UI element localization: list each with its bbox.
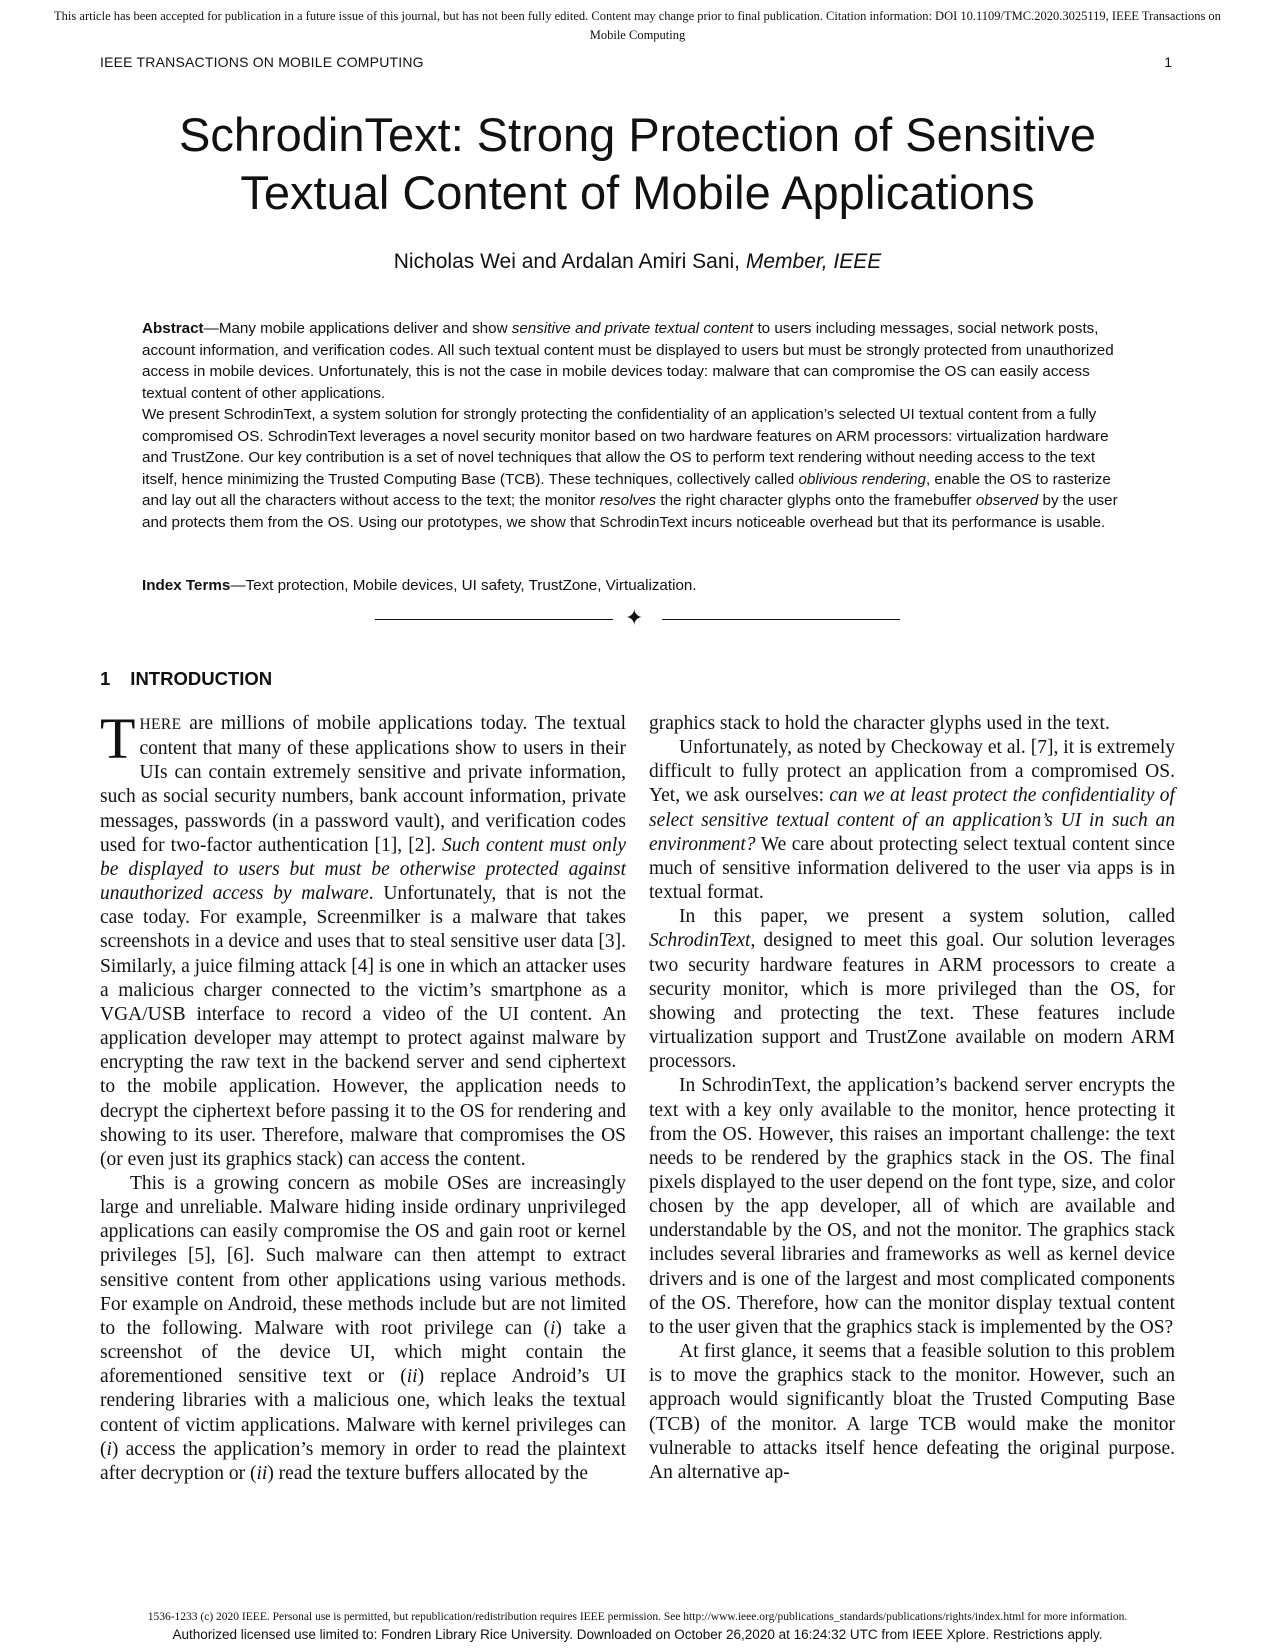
publication-notice: This article has been accepted for publication in a future issue of this journal, but has not been fully edited. Content may change prior to final publication. Citation information: DOI 10.1109/TMC.2020.3025119, IEEE Transactions on Mobile Computing	[54, 9, 1221, 42]
license-notice: Authorized licensed use limited to: Fondren Library Rice University. Downloaded on October 26,2020 at 16:24:32 UTC from IEEE Xplore. Restrictions apply.	[172, 1627, 1103, 1642]
intro-paragraph-6: At first glance, it seems that a feasible solution to this problem is to move the graphics stack to the monitor. However, such an approach would significantly bloat the Trusted Computing Base (TCB) of the monitor. A large TCB would make the monitor vulnerable to attacks itself hence defeating the original purpose. An alternative ap-	[649, 1341, 1175, 1483]
journal-name: IEEE TRANSACTIONS ON MOBILE COMPUTING	[100, 54, 424, 70]
divider-rule-left	[375, 619, 613, 620]
abstract-label: Abstract	[142, 320, 204, 337]
index-terms-label: Index Terms	[142, 577, 231, 594]
section-divider	[375, 605, 900, 630]
abstract	[142, 318, 1120, 533]
intro-paragraph-3: Unfortunately, as noted by Checkoway et al. [7], it is extremely difficult to fully protect an application from a compromised OS. Yet, we ask ourselves: can we at least protect the confidentiality of select sensitive textual content of an application’s UI in such an environment? We care about protecting select textual content since much of sensitive information delivered to the user via apps is in textual format.	[649, 737, 1175, 904]
section-number: 1	[100, 668, 111, 689]
intro-paragraph-5: In SchrodinText, the application’s backend server encrypts the text with a key only available to the monitor, hence protecting it from the OS. However, this raises an important challenge: the text needs to be rendered by the graphics stack in the OS. The final pixels displayed to the user depend on the font type, size, and color chosen by the app developer, all of which are available and understandable by the OS, and not the monitor. The graphics stack includes several libraries and frameworks as well as kernel device drivers and is one of the largest and most complicated components of the OS. Therefore, how can the monitor display textual content to the user given that the graphics stack is implemented by the OS?	[649, 1075, 1175, 1338]
copyright-notice: 1536-1233 (c) 2020 IEEE. Personal use is permitted, but republication/redistribution requires IEEE permission. See http://www.ieee.org/publications_standards/publications/rights/index.html for more information.	[147, 1611, 1128, 1623]
intro-paragraph-continued: graphics stack to hold the character glyphs used in the text.	[649, 713, 1110, 734]
index-terms: Index Terms—Text protection, Mobile devices, UI safety, TrustZone, Virtualization.	[142, 577, 697, 594]
drop-cap: T	[100, 706, 136, 771]
title-line-1: SchrodinText: Strong Protection of Sensitive	[179, 108, 1096, 161]
title-line-2: Textual Content of Mobile Applications	[240, 166, 1035, 219]
abstract-paragraph-1: Abstract—Many mobile applications deliver and show sensitive and private textual content to users including messages, social network posts, account information, and verification codes. All such textual content must be displayed to users but must be strongly protected from unauthorized access in mobile devices. Unfortunately, this is not the case in mobile devices today: malware that can compromise the OS can easily access textual content of other applications.	[142, 320, 1114, 402]
abstract-paragraph-2: We present SchrodinText, a system solution for strongly protecting the confidentiality of an application’s selected UI textual content from a fully compromised OS. SchrodinText leverages a novel security monitor based on two hardware features on ARM processors: virtualization hardware and TrustZone. Our key contribution is a set of novel techniques that allow the OS to perform text rendering without needing access to the text itself, hence minimizing the Trusted Computing Base (TCB). These techniques, collectively called oblivious rendering, enable the OS to rasterize and lay out all the characters without access to the text; the monitor resolves the right character glyphs onto the framebuffer observed by the user and protects them from the OS. Using our prototypes, we show that SchrodinText incurs noticeable overhead but that its performance is usable.	[142, 406, 1118, 531]
left-column	[100, 706, 626, 1486]
intro-paragraph-4: In this paper, we present a system solution, called SchrodinText, designed to meet this goal. Our solution leverages two security hardware features in ARM processors to create a security monitor, which is more privileged than the OS, for showing and protecting the text. These features include virtualization support and TrustZone available on modern ARM processors.	[649, 906, 1175, 1073]
right-column	[649, 712, 1175, 1485]
divider-star-icon: ✦	[625, 605, 644, 630]
divider-rule-right	[662, 619, 900, 620]
author-line	[80, 250, 1195, 274]
paper-title	[80, 106, 1195, 222]
author-membership: Member, IEEE	[745, 250, 882, 273]
author-names: Nicholas Wei and Ardalan Amiri Sani,	[393, 250, 741, 273]
intro-paragraph-2: This is a growing concern as mobile OSes are increasingly large and unreliable. Malware hiding inside ordinary unprivileged applications can easily compromise the OS and gain root or kernel privileges [5], [6]. Such malware can then attempt to extract sensitive content from other applications using various methods. For example on Android, these methods include but are not limited to the following. Malware with root privilege can (i) take a screenshot of the device UI, which might contain the aforementioned sensitive text or (ii) replace Android’s UI rendering libraries with a malicious one, which leaks the textual content of victim applications. Malware with kernel privileges can (i) access the application’s memory in order to read the plaintext after decryption or (ii) read the texture buffers allocated by the	[100, 1172, 626, 1484]
section-heading: 1 INTRODUCTION	[100, 668, 273, 689]
intro-paragraph-1: THERE are millions of mobile applications today. The textual content that many of these applications show to users in their UIs can contain extremely sensitive and private information, such as social security numbers, bank account information, private messages, passwords (in a password vault), and verification codes used for two-factor authentication [1], [2]. Such content must only be displayed to users but must be otherwise protected against unauthorized access by malware. Unfortunately, that is not the case today. For example, Screenmilker is a malware that takes screenshots in a device and uses that to steal sensitive user data [3]. Similarly, a juice filming attack [4] is one in which an attacker uses a malicious charger connected to the victim’s smartphone as a VGA/USB interface to record a video of the UI content. An application developer may attempt to protect against malware by encrypting the raw text in the backend server and send ciphertext to the mobile application. However, the application needs to decrypt the ciphertext before passing it to the OS for rendering and showing to its user. Therefore, malware that compromises the OS (or even just its graphics stack) can access the content.	[100, 706, 626, 1170]
page-number: 1	[1164, 54, 1172, 70]
